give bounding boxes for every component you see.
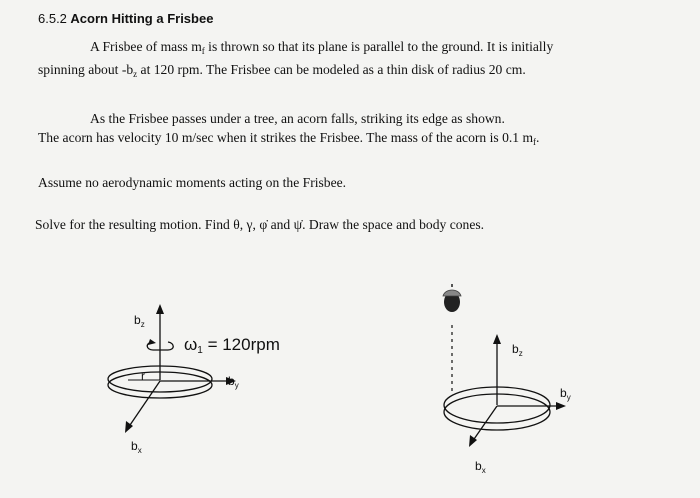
acorn-icon: [443, 284, 461, 312]
problem-title: Acorn Hitting a Frisbee: [70, 11, 214, 26]
right-frisbee-figure: [443, 284, 566, 447]
text-line-2: spinning about $-b_z$ at 120 rpm. The Frisbee can be modeled as a thin disk of radius 20 cm.: [38, 62, 526, 79]
right-by-arrowhead: [556, 402, 566, 410]
radius-label: r: [141, 369, 145, 383]
spin-arrowhead: [148, 339, 156, 345]
left-bx-label: $b_x$: [131, 439, 142, 455]
omega-label: ω1 = 120rpm: [184, 335, 280, 356]
right-bz-label: $b_z$: [512, 342, 523, 358]
left-figure-labels: [131, 313, 280, 455]
text-line-4: The acorn has velocity 10 m/sec when it strikes the Frisbee. The mass of the acorn is 0.1 $m_f$.: [38, 130, 540, 147]
right-by-label: $b_y$: [560, 386, 571, 402]
text-line-3: As the Frisbee passes under a tree, an acorn falls, striking its edge as shown.: [90, 111, 505, 126]
right-bx-label: $b_x$: [475, 459, 486, 475]
left-bz-label: $b_z$: [134, 313, 145, 329]
text-line-6: Solve for the resulting motion. Find θ, γ, φ̇ and ψ̇. Draw the space and body cones.: [35, 217, 485, 232]
left-frisbee-figure: [108, 304, 236, 433]
problem-number: 6.5.2: [38, 11, 67, 26]
left-bx-axis: [128, 381, 160, 428]
text-line-5: Assume no aerodynamic moments acting on the Frisbee.: [38, 175, 347, 190]
left-bz-arrowhead: [156, 304, 164, 314]
left-by-label: $b_y$: [228, 374, 239, 390]
right-bx-axis: [472, 406, 497, 442]
text-line-1: A Frisbee of mass $m_f$ is thrown so that its plane is parallel to the ground. It is initially: [90, 39, 554, 56]
right-bz-arrowhead: [493, 334, 501, 344]
